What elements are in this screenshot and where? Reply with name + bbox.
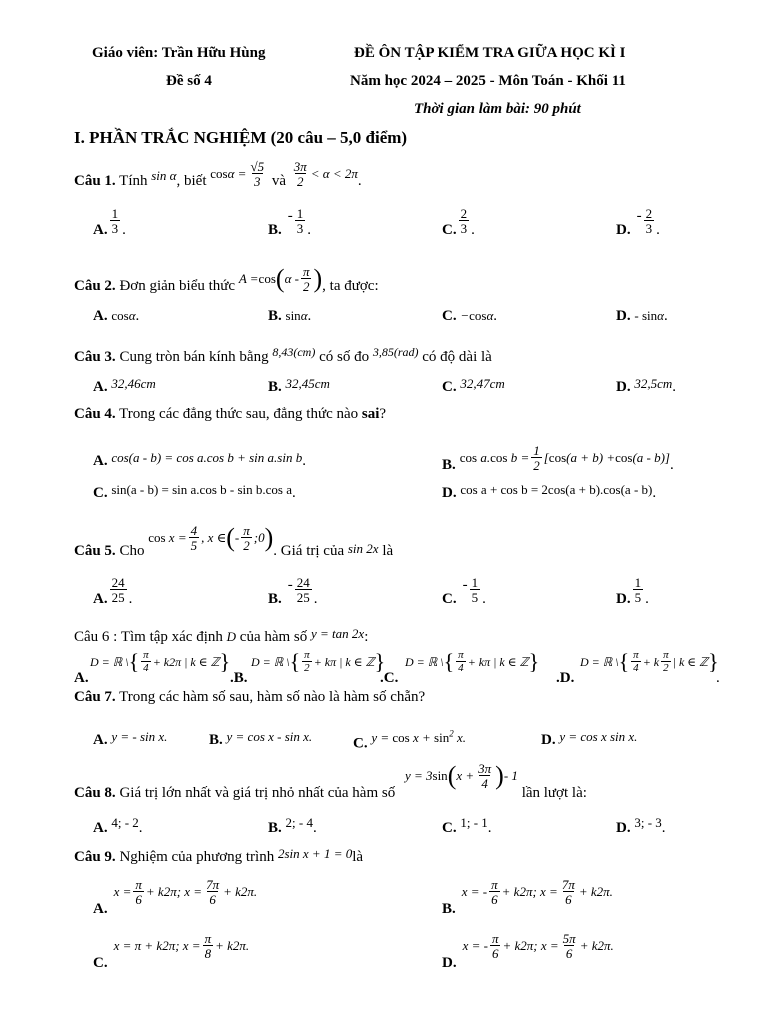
question-3 bbox=[74, 345, 492, 366]
q9-equation: 2sin x + 1 = 0 bbox=[277, 846, 353, 861]
q2-option-b[interactable]: B. sinα. bbox=[268, 308, 312, 324]
option-value: x = - $\frac{\pi}{6}$ + k2π; x = $\frac{5\pi}{6}$ + k2π. bbox=[462, 931, 614, 961]
q6-option-d-label[interactable]: .D. bbox=[556, 670, 575, 686]
q4-option-a[interactable]: A. cos(a - b) = cos a.cos b + sin a.sin b. bbox=[93, 450, 306, 469]
q5-option-a[interactable]: A. $\frac{24}{25}$ . bbox=[93, 575, 133, 607]
q7-option-b[interactable] bbox=[209, 729, 312, 749]
q5-cond: cos x = $\frac{4}{5}$ , x ∈ ( - $\frac{\pi}{2}$ ;0 ) bbox=[148, 523, 274, 553]
q4-emphasis: sai bbox=[361, 406, 380, 422]
option-label: A. bbox=[93, 732, 108, 748]
q1-text-b: , biết bbox=[176, 173, 211, 189]
option-value: y = cos x sin x. bbox=[559, 729, 638, 744]
q5-option-b[interactable]: B. - $\frac{24}{25}$ . bbox=[268, 575, 318, 607]
q5-text: Cho bbox=[115, 543, 149, 559]
q8-func: y = 3 sin ( x + $\frac{3\pi}{4}$ ) - 1 bbox=[404, 761, 518, 791]
q4-text-b: ? bbox=[379, 406, 387, 422]
option-label: B. bbox=[268, 308, 282, 324]
q2-number: Câu 2. bbox=[74, 278, 116, 294]
option-label: C. bbox=[442, 591, 457, 607]
q1-option-d[interactable]: D. - $\frac{2}{3}$ . bbox=[616, 206, 660, 238]
q6-option-a-label[interactable]: A. bbox=[74, 670, 89, 686]
option-value: 1; - 1 bbox=[460, 815, 488, 830]
option-label: D. bbox=[616, 222, 631, 238]
option-label: A. bbox=[93, 591, 108, 607]
question-6: Câu 6 : Tìm tập xác định D của hàm số y = tan 2x: bbox=[74, 626, 369, 645]
q7-number: Câu 7. bbox=[74, 689, 116, 705]
option-value: 32,5cm bbox=[634, 376, 673, 391]
q4-option-b[interactable]: B. cos a. cos b = $\frac{1}{2}$ [ cos (a + b) + cos (a - b)] . bbox=[442, 443, 674, 473]
q6-option-b[interactable]: D = ℝ \ { $\frac{\pi}{2}$ + kπ | k ∈ ℤ } bbox=[251, 649, 386, 674]
q8-number: Câu 8. bbox=[74, 785, 116, 801]
q1-option-a[interactable]: A. $\frac{1}{3}$ . bbox=[93, 206, 126, 238]
q6-number: Câu 6 : bbox=[74, 629, 118, 645]
q5-text-b: . Giá trị của bbox=[273, 543, 348, 559]
q9-text: Nghiệm của phương trình bbox=[115, 849, 278, 865]
option-value: 2; - 4 bbox=[285, 815, 313, 830]
school-year: Năm học 2024 – 2025 - Môn Toán - Khối 11 bbox=[350, 73, 626, 89]
option-value: y = cos x - sin x. bbox=[226, 729, 313, 744]
q6-text-b: của hàm số bbox=[236, 629, 312, 645]
q3-text: Cung tròn bán kính bằng bbox=[115, 349, 273, 365]
q3-text-c: có độ dài là bbox=[418, 349, 492, 365]
option-label: B. bbox=[268, 591, 282, 607]
option-label: D. bbox=[616, 379, 631, 395]
option-label: A. bbox=[93, 453, 108, 469]
q1-text-c: và bbox=[268, 173, 290, 189]
q7-option-d[interactable] bbox=[541, 729, 637, 749]
q7-text: Trong các hàm số sau, hàm số nào là hàm số chẵn? bbox=[115, 689, 426, 705]
q7-option-a[interactable] bbox=[93, 729, 167, 749]
q2-text-b: , ta được: bbox=[322, 278, 379, 294]
q1-option-c[interactable]: C. $\frac{2}{3}$ . bbox=[442, 206, 475, 238]
q9-option-a[interactable] bbox=[93, 874, 257, 918]
q8-option-b[interactable]: B. 2; - 4. bbox=[268, 815, 317, 836]
q8-text-b: lần lượt là: bbox=[517, 785, 587, 801]
q1-option-b[interactable]: B. - $\frac{1}{3}$ . bbox=[268, 206, 312, 238]
exam-time: Thời gian làm bài: 90 phút bbox=[414, 101, 581, 117]
option-label: D. bbox=[616, 591, 631, 607]
q9-option-d[interactable] bbox=[442, 928, 614, 972]
option-label: C. bbox=[93, 955, 108, 971]
q6-text: Tìm tập xác định bbox=[117, 629, 227, 645]
q5-expr: sin 2x bbox=[347, 541, 379, 556]
option-label: C. bbox=[442, 222, 457, 238]
q4-option-d[interactable]: D. cos a + cos b = 2cos(a + b).cos(a - b). bbox=[442, 482, 657, 501]
q5-number: Câu 5. bbox=[74, 543, 116, 559]
q9-option-b[interactable] bbox=[442, 874, 613, 918]
question-2 bbox=[74, 253, 379, 295]
q9-number: Câu 9. bbox=[74, 849, 116, 865]
option-label: A. bbox=[93, 379, 108, 395]
option-label: A. bbox=[93, 222, 108, 238]
option-label: B. bbox=[442, 901, 456, 917]
option-label: B. bbox=[268, 820, 282, 836]
exam-title: ĐỀ ÔN TẬP KIỂM TRA GIỮA HỌC KÌ I bbox=[354, 45, 626, 61]
option-label: C. bbox=[442, 379, 457, 395]
q6-set-d: D bbox=[226, 629, 237, 644]
option-label: D. bbox=[616, 308, 631, 324]
option-label: D. bbox=[541, 732, 556, 748]
q6-option-d[interactable]: D = ℝ \ { $\frac{\pi}{4}$ + k $\frac{\pi}{2}$ | k ∈ ℤ } bbox=[580, 649, 719, 674]
q1-text: Tính bbox=[115, 173, 152, 189]
option-value: x = - $\frac{\pi}{6}$ + k2π; x = $\frac{7\pi}{6}$ + k2π. bbox=[461, 877, 613, 907]
q8-text: Giá trị lớn nhất và giá trị nhỏ nhất của hàm số bbox=[115, 785, 399, 801]
q8-option-a[interactable]: A. 4; - 2. bbox=[93, 815, 143, 836]
option-label: B. bbox=[209, 732, 223, 748]
option-label: B. bbox=[442, 457, 456, 473]
q9-option-c[interactable] bbox=[93, 928, 249, 972]
option-label: A. bbox=[93, 820, 108, 836]
section-title: I. PHẦN TRẮC NGHIỆM (20 câu – 5,0 điểm) bbox=[74, 128, 408, 147]
q1-number: Câu 1. bbox=[74, 173, 116, 189]
option-value: sin(a - b) = sin a.cos b - sin b.cos a bbox=[111, 482, 292, 497]
question-8 bbox=[74, 760, 587, 802]
q6-option-c-label[interactable]: .C. bbox=[380, 670, 399, 686]
option-label: A. bbox=[93, 901, 108, 917]
q4-number: Câu 4. bbox=[74, 406, 116, 422]
option-value: cos(a - b) = cos a.cos b + sin a.sin b bbox=[111, 450, 303, 465]
question-5 bbox=[74, 514, 393, 560]
q5-option-c[interactable]: C. - $\frac{1}{5}$ . bbox=[442, 575, 486, 607]
option-value: cos a + cos b = 2cos(a + b).cos(a - b) bbox=[460, 482, 653, 497]
option-value: $y = \cos x + \sin^2 x$. bbox=[371, 729, 466, 746]
q1-cond-range: $\frac{3\pi}{2}$ < α < 2π bbox=[293, 159, 358, 189]
q5-text-c: là bbox=[378, 543, 394, 559]
q2-text: Đơn giản biểu thức bbox=[115, 278, 239, 294]
q6-option-a[interactable]: D = ℝ \ { $\frac{\pi}{4}$ + k2π | k ∈ ℤ } bbox=[90, 649, 231, 674]
q3-option-d[interactable]: D. 32,5cm. bbox=[616, 376, 677, 395]
option-label: D. bbox=[442, 955, 457, 971]
option-label: C. bbox=[442, 308, 457, 324]
option-value: 32,47cm bbox=[460, 376, 505, 391]
option-value: 3; - 3 bbox=[634, 815, 662, 830]
question-9 bbox=[74, 846, 363, 866]
q1-text-d: . bbox=[357, 173, 362, 189]
q5-option-d[interactable]: D. $\frac{1}{5}$ . bbox=[616, 575, 649, 607]
option-label: C. bbox=[93, 485, 108, 501]
teacher-name: Giáo viên: Trần Hữu Hùng bbox=[92, 45, 266, 61]
q6-option-c[interactable]: D = ℝ \ { $\frac{\pi}{4}$ + kπ | k ∈ ℤ } bbox=[405, 649, 540, 674]
q2-option-d[interactable]: D. - sinα. bbox=[616, 308, 668, 324]
q6-func: y = tan 2x bbox=[311, 626, 365, 641]
question-1 bbox=[74, 150, 362, 190]
option-value: 32,45cm bbox=[285, 376, 330, 391]
q8-option-d[interactable]: D. 3; - 3. bbox=[616, 815, 666, 836]
q2-option-a[interactable]: A. cosα. bbox=[93, 308, 140, 324]
q2-option-c[interactable]: C. −cosα. bbox=[442, 308, 498, 324]
option-value: 32,46cm bbox=[111, 376, 156, 391]
question-7 bbox=[74, 689, 425, 706]
q7-option-c[interactable] bbox=[353, 729, 466, 752]
q6-options: A. D = ℝ \ { $\frac{\pi}{4}$ + k2π | k ∈ ℤ } .B. D = ℝ \ { $\frac{\pi}{2}$ + kπ | k ∈ ℤ } .C. D = ℝ \ { $\frac{\pi}{4}$ + kπ | k ∈ ℤ } .D. D = ℝ \ { $\frac{\pi}{4}$ + k $\frac{\pi}{2}$ | k ∈ ℤ } . bbox=[74, 649, 720, 686]
q3-option-b[interactable] bbox=[268, 376, 330, 396]
option-value: x = $\frac{\pi}{6}$ + k2π; x = $\frac{7\pi}{6}$ + k2π. bbox=[113, 877, 258, 907]
q3-option-c[interactable] bbox=[442, 376, 505, 396]
option-label: C. bbox=[353, 735, 368, 752]
q8-option-c[interactable]: C. 1; - 1. bbox=[442, 815, 492, 836]
q4-text: Trong các đẳng thức sau, đẳng thức nào bbox=[115, 406, 362, 422]
option-label: B. bbox=[268, 222, 282, 238]
option-label: B. bbox=[268, 379, 282, 395]
q3-angle: 3,85(rad) bbox=[372, 345, 419, 359]
q3-text-b: có số đo bbox=[315, 349, 373, 365]
exam-number: Đề số 4 bbox=[166, 73, 212, 89]
q1-expr-sin: sin α bbox=[151, 168, 177, 183]
option-value: cos a. cos b = $\frac{1}{2}$ [ cos (a + b) + cos (a - b)] bbox=[459, 443, 670, 473]
q2-expr: A = cos ( α - $\frac{\pi}{2}$ ) bbox=[238, 264, 323, 294]
q3-radius: 8,43(cm) bbox=[272, 345, 316, 359]
q9-text-b: là bbox=[352, 849, 364, 865]
option-value: y = - sin x. bbox=[111, 729, 168, 744]
option-value: x = π + k2π; x = $\frac{\pi}{8}$ + k2π. bbox=[113, 931, 250, 961]
option-label: D. bbox=[616, 820, 631, 836]
option-label: D. bbox=[442, 485, 457, 501]
option-value: 4; - 2 bbox=[111, 815, 139, 830]
q3-number: Câu 3. bbox=[74, 349, 116, 365]
option-label: C. bbox=[442, 820, 457, 836]
q1-cond-cos: cos α = $\frac{√5}{3}$ bbox=[210, 159, 265, 189]
question-4 bbox=[74, 406, 386, 423]
q3-option-a[interactable] bbox=[93, 376, 156, 396]
q4-option-c[interactable]: C. sin(a - b) = sin a.cos b - sin b.cos a. bbox=[93, 482, 296, 501]
q6-option-b-label[interactable]: .B. bbox=[230, 670, 248, 686]
option-label: A. bbox=[93, 308, 108, 324]
